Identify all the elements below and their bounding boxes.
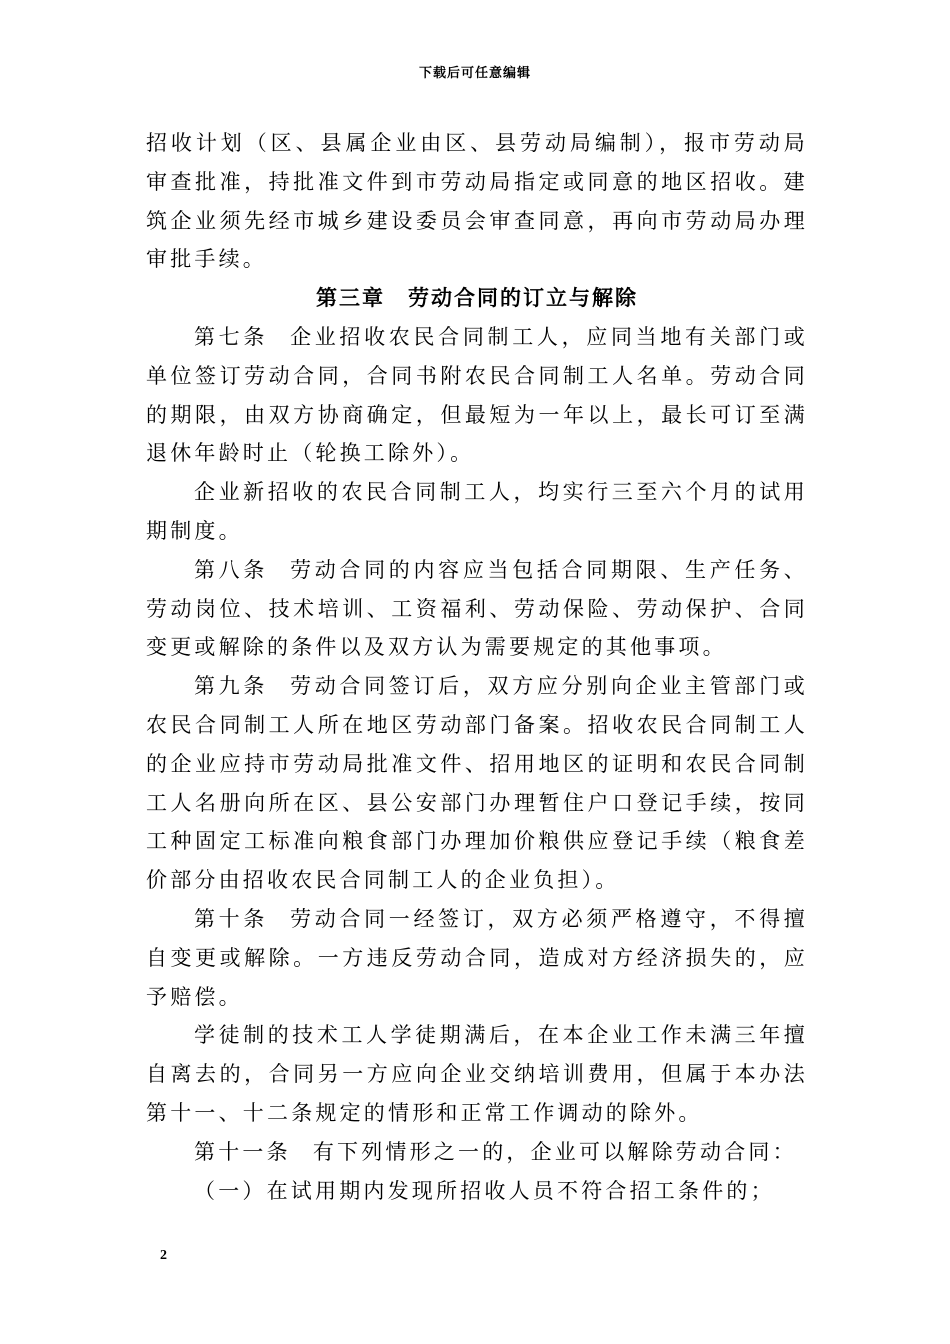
article-8-text: 劳动合同的内容应当包括合同期限、生产任务、劳动岗位、技术培训、工资福利、劳动保险、劳动保护、合同变更或解除的条件以及双方认为需要规定的其他事项。 <box>146 557 808 660</box>
article-11-item-1: （一）在试用期内发现所招收人员不符合招工条件的； <box>194 1178 775 1203</box>
page-number: 2 <box>160 1248 167 1263</box>
article-7 <box>146 318 808 473</box>
article-9 <box>146 667 808 900</box>
article-11-number: 第十一条 <box>194 1139 291 1164</box>
page-header: 下载后可任意编辑 <box>418 66 531 81</box>
article-10-number: 第十条 <box>194 906 269 931</box>
article-9-number: 第九条 <box>194 674 269 699</box>
article-8 <box>146 551 808 667</box>
document-body <box>146 124 808 1210</box>
article-11-text: 有下列情形之一的，企业可以解除劳动合同： <box>312 1139 797 1164</box>
article-8-number: 第八条 <box>194 557 269 582</box>
paragraph-apprentice: 学徒制的技术工人学徒期满后，在本企业工作未满三年擅自离去的，合同另一方应向企业交纳培训费用，但属于本办法第十一、十二条规定的情形和正常工作调动的除外。 <box>146 1023 808 1125</box>
paragraph-trial-period: 企业新招收的农民合同制工人，均实行三至六个月的试用期制度。 <box>146 480 808 543</box>
article-7-text: 企业招收农民合同制工人，应同当地有关部门或单位签订劳动合同，合同书附农民合同制工人名单。劳动合同的期限，由双方协商确定，但最短为一年以上，最长可订至满退休年龄时止（轮换工除外）。 <box>146 324 808 466</box>
article-11 <box>146 1133 808 1172</box>
paragraph-continued: 招收计划（区、县属企业由区、县劳动局编制），报市劳动局审查批准，持批准文件到市劳动局指定或同意的地区招收。建筑企业须先经市城乡建设委员会审查同意，再向市劳动局办理审批手续。 <box>146 131 808 272</box>
article-10 <box>146 900 808 1016</box>
article-7-number: 第七条 <box>194 324 269 349</box>
chapter-heading: 第三章 劳动合同的订立与解除 <box>316 285 638 311</box>
article-10-text: 劳动合同一经签订，双方必须严格遵守，不得擅自变更或解除。一方违反劳动合同，造成对方经济损失的，应予赔偿。 <box>146 906 808 1009</box>
article-9-text: 劳动合同签订后，双方应分别向企业主管部门或农民合同制工人所在地区劳动部门备案。招收农民合同制工人的企业应持市劳动局批准文件、招用地区的证明和农民合同制工人名册向所在区、县公安部门办理暂住户口登记手续，按同工种固定工标准向粮食部门办理加价粮供应登记手续（粮食差价部分由招收农民合同制工人的企业负担）。 <box>146 674 808 893</box>
